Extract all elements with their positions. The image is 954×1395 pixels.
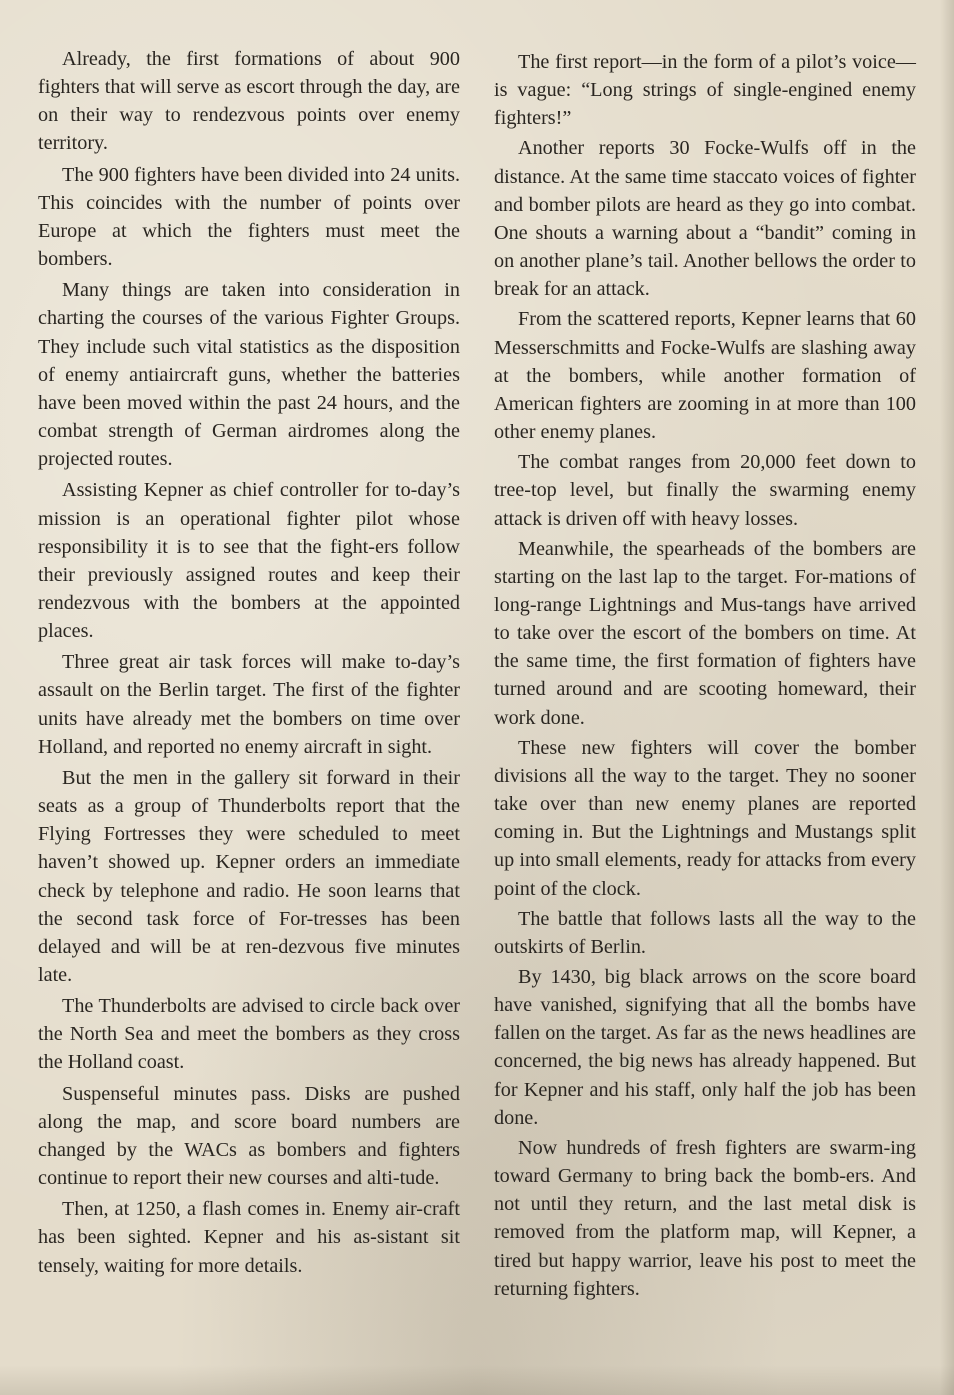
paragraph: The battle that follows lasts all the way to the outskirts of Berlin.: [494, 907, 916, 958]
paragraph: The combat ranges from 20,000 feet down to tree-top level, but finally the swarming enemy attack is driven off with heavy losses.: [494, 451, 916, 530]
paragraph: Many things are taken into consideration in charting the courses of the various Fighter Groups. They include such vital statistics as the disposition of enemy antiaircraft guns, whether the batteries have been moved within the past 24 hours, and the combat strength of German airdromes along the projected routes.: [38, 279, 460, 471]
paragraph: But the men in the gallery sit forward in their seats as a group of Thunderbolts report that the Flying Fortresses they were scheduled to meet haven’t showed up. Kepner orders an immediate check by telephone and radio. He soon learns that the second task force of For-tresses has been delayed and will be at ren-dezvous five minutes late.: [38, 766, 460, 986]
paragraph: By 1430, big black arrows on the score board have vanished, signifying that all the bombs have fallen on the target. As far as the news headlines are concerned, the big news has already happened. But for Kepner and his staff, only half the job has been done.: [494, 966, 916, 1129]
paragraph: The 900 fighters have been divided into 24 units. This coincides with the number of points over Europe at which the fighters must meet the bombers.: [38, 163, 460, 271]
page-bottom-shadow: [0, 1365, 954, 1395]
right-text-column: [494, 48, 916, 1305]
page-edge-shadow: [940, 0, 954, 1395]
paragraph: Assisting Kepner as chief controller for to-day’s mission is an operational fighter pilot whose responsibility it is to see that the fight-ers follow their previously assigned routes and keep their rendezvous with the bombers at the appointed places.: [38, 479, 460, 643]
paragraph: Already, the first formations of about 900 fighters that will serve as escort through the day, are on their way to rendezvous points over enemy territory.: [38, 48, 460, 155]
paragraph: The Thunderbolts are advised to circle back over the North Sea and meet the bombers as they cross the Holland coast.: [38, 995, 460, 1074]
paragraph: Meanwhile, the spearheads of the bombers are starting on the last lap to the target. For-mations of long-range Lightnings and Mus-tangs have arrived to take over the escort of the bombers on time. At the same time, the first formation of fighters have turned around and are scooting homeward, their work done.: [494, 537, 916, 729]
paragraph: Now hundreds of fresh fighters are swarm-ing toward Germany to bring back the bomb-ers. And not until they return, and the last metal disk is removed from the platform map, will Kepner, a tired but happy warrior, leave his post to meet the returning fighters.: [494, 1136, 916, 1300]
paragraph: From the scattered reports, Kepner learns that 60 Messerschmitts and Focke-Wulfs are slashing away at the bombers, while another formation of American fighters are zooming in at more than 100 other enemy planes.: [494, 308, 916, 444]
paragraph: The first report—in the form of a pilot’s voice—is vague: “Long strings of single-engined enemy fighters!”: [494, 51, 916, 130]
left-text-column: [38, 45, 460, 1283]
paragraph: Then, at 1250, a flash comes in. Enemy air-craft has been sighted. Kepner and his as-sistant sit tensely, waiting for more details.: [38, 1198, 460, 1277]
paragraph: Another reports 30 Focke-Wulfs off in the distance. At the same time staccato voices of fighter and bomber pilots are heard as they go into combat. One shouts a warning about a “bandit” coming in on another plane’s tail. Another bellows the order to break for an attack.: [494, 137, 916, 301]
paragraph: Three great air task forces will make to-day’s assault on the Berlin target. The first of the fighter units have already met the bombers on time over Holland, and reported no enemy aircraft in sight.: [38, 651, 460, 758]
paragraph: These new fighters will cover the bomber divisions all the way to the target. They no sooner take over than new enemy planes are reported coming in. But the Lightnings and Mustangs split up into small elements, ready for attacks from every point of the clock.: [494, 736, 916, 900]
paragraph: Suspenseful minutes pass. Disks are pushed along the map, and score board numbers are changed by the WACs as bombers and fighters continue to report their new courses and alti-tude.: [38, 1082, 460, 1190]
